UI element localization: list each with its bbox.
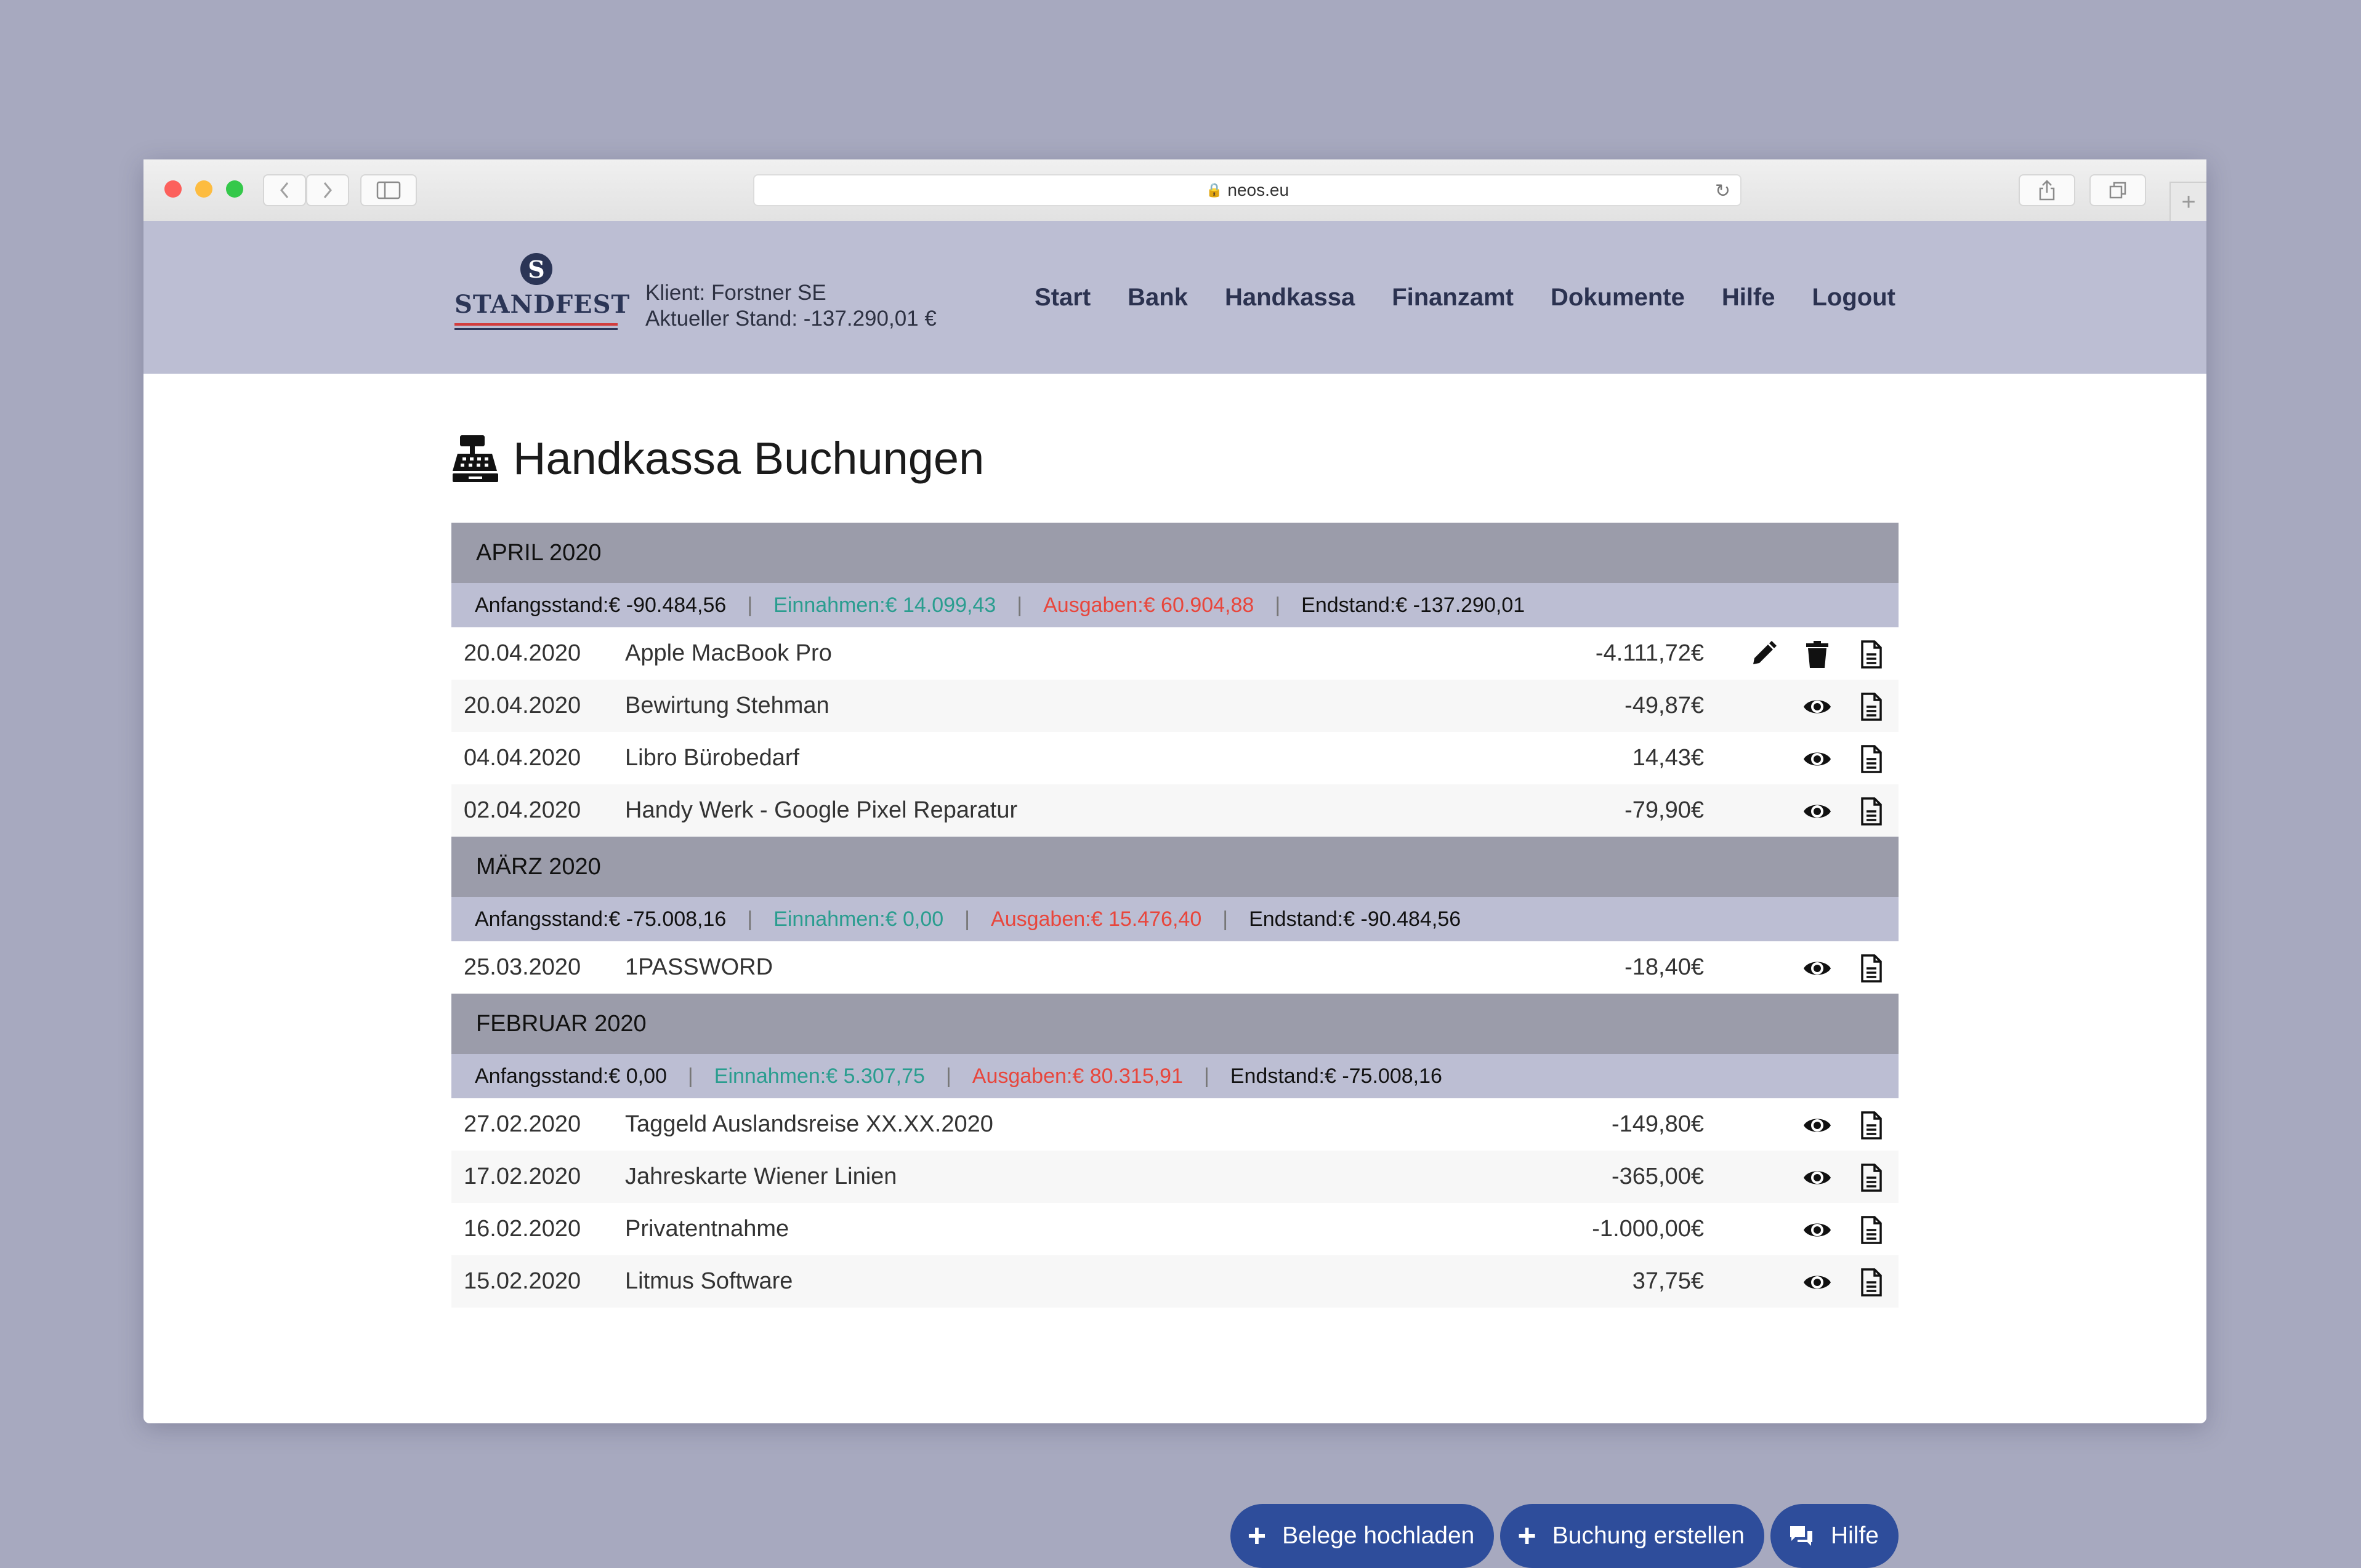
eye-icon[interactable] bbox=[1802, 1111, 1832, 1140]
eye-icon[interactable] bbox=[1802, 797, 1832, 826]
chevron-right-icon bbox=[321, 180, 334, 200]
einnahmen-label: Einnahmen: bbox=[773, 907, 886, 931]
document-icon[interactable] bbox=[1857, 1111, 1886, 1140]
row-date: 20.04.2020 bbox=[464, 640, 581, 666]
trash-icon[interactable] bbox=[1802, 640, 1832, 669]
eye-icon[interactable] bbox=[1802, 1163, 1832, 1192]
month-summary bbox=[451, 897, 1899, 941]
table-row[interactable] bbox=[451, 627, 1899, 680]
row-amount: 37,75€ bbox=[1632, 1268, 1704, 1294]
document-icon[interactable] bbox=[1857, 640, 1886, 669]
endstand-value: € -137.290,01 bbox=[1395, 593, 1525, 617]
reload-icon[interactable]: ↻ bbox=[1714, 181, 1730, 201]
back-button[interactable] bbox=[263, 174, 306, 206]
month-header: MÄRZ 2020 bbox=[451, 837, 1899, 897]
page-heading bbox=[451, 432, 984, 484]
current-balance: Aktueller Stand: -137.290,01 € bbox=[645, 307, 937, 331]
row-amount: -18,40€ bbox=[1624, 954, 1704, 980]
minimize-window-button[interactable] bbox=[195, 180, 212, 198]
row-description: Litmus Software bbox=[625, 1268, 793, 1294]
einnahmen-value: € 14.099,43 bbox=[885, 593, 996, 617]
ausgaben-label: Ausgaben: bbox=[972, 1064, 1073, 1088]
row-description: 1PASSWORD bbox=[625, 954, 773, 980]
document-icon[interactable] bbox=[1857, 1163, 1886, 1192]
row-amount: 14,43€ bbox=[1632, 745, 1704, 771]
row-date: 25.03.2020 bbox=[464, 954, 581, 980]
help-label: Hilfe bbox=[1830, 1522, 1879, 1549]
table-row[interactable] bbox=[451, 1098, 1899, 1151]
row-amount: -1.000,00€ bbox=[1592, 1216, 1704, 1242]
create-booking-button[interactable] bbox=[1500, 1504, 1764, 1568]
document-icon[interactable] bbox=[1857, 1268, 1886, 1297]
forward-button[interactable] bbox=[306, 174, 349, 206]
row-actions bbox=[1745, 1203, 1892, 1255]
row-description: Apple MacBook Pro bbox=[625, 640, 832, 666]
share-button[interactable] bbox=[2019, 174, 2075, 206]
document-icon[interactable] bbox=[1857, 797, 1886, 826]
sidebar-toggle-button[interactable] bbox=[360, 174, 417, 206]
row-amount: -49,87€ bbox=[1624, 693, 1704, 718]
endstand-label: Endstand: bbox=[1249, 907, 1344, 931]
table-row[interactable] bbox=[451, 1203, 1899, 1255]
lock-icon: 🔒 bbox=[1205, 182, 1223, 198]
comments-icon bbox=[1788, 1522, 1815, 1550]
nav-logout[interactable]: Logout bbox=[1812, 284, 1895, 311]
chevron-left-icon bbox=[278, 180, 291, 200]
row-description: Bewirtung Stehman bbox=[625, 693, 829, 718]
month-summary bbox=[451, 1054, 1899, 1098]
row-actions bbox=[1745, 941, 1892, 994]
nav-hilfe[interactable]: Hilfe bbox=[1721, 284, 1775, 311]
summary-separator: | bbox=[945, 1064, 951, 1088]
ausgaben-label: Ausgaben: bbox=[1043, 593, 1144, 617]
summary-separator: | bbox=[687, 1064, 693, 1088]
row-date: 27.02.2020 bbox=[464, 1111, 581, 1137]
row-description: Jahreskarte Wiener Linien bbox=[625, 1164, 897, 1189]
browser-toolbar bbox=[143, 159, 2206, 222]
row-amount: -79,90€ bbox=[1624, 797, 1704, 823]
summary-separator: | bbox=[964, 907, 971, 931]
row-description: Libro Bürobedarf bbox=[625, 745, 800, 771]
ausgaben-value: € 80.315,91 bbox=[1072, 1064, 1183, 1088]
anfang-value: € -90.484,56 bbox=[608, 593, 727, 617]
summary-separator: | bbox=[1204, 1064, 1209, 1088]
anfang-value: € -75.008,16 bbox=[608, 907, 727, 931]
ledger-table bbox=[451, 523, 1899, 1308]
row-date: 17.02.2020 bbox=[464, 1164, 581, 1189]
anfang-label: Anfangsstand: bbox=[475, 907, 609, 931]
row-date: 20.04.2020 bbox=[464, 693, 581, 718]
nav-dokumente[interactable]: Dokumente bbox=[1551, 284, 1685, 311]
month-summary bbox=[451, 583, 1899, 627]
client-info bbox=[645, 280, 937, 332]
url-text: neos.eu bbox=[1227, 180, 1289, 199]
nav-finanzamt[interactable]: Finanzamt bbox=[1392, 284, 1514, 311]
address-bar[interactable] bbox=[753, 174, 1741, 206]
row-actions bbox=[1745, 1255, 1892, 1308]
plus-icon: + bbox=[1247, 1518, 1267, 1554]
document-icon[interactable] bbox=[1857, 1215, 1886, 1245]
ausgaben-value: € 15.476,40 bbox=[1091, 907, 1202, 931]
summary-separator: | bbox=[1275, 593, 1281, 617]
summary-separator: | bbox=[1017, 593, 1023, 617]
share-icon bbox=[2038, 179, 2056, 201]
logo-mark: S bbox=[520, 253, 552, 285]
row-description: Privatentnahme bbox=[625, 1216, 789, 1242]
row-actions bbox=[1745, 1151, 1892, 1203]
einnahmen-value: € 5.307,75 bbox=[826, 1064, 925, 1088]
tabs-icon bbox=[2108, 180, 2128, 200]
row-date: 02.04.2020 bbox=[464, 797, 581, 823]
site-header bbox=[143, 221, 2206, 374]
einnahmen-label: Einnahmen: bbox=[773, 593, 886, 617]
upload-receipts-button[interactable] bbox=[1230, 1504, 1495, 1568]
einnahmen-label: Einnahmen: bbox=[714, 1064, 826, 1088]
row-description: Handy Werk - Google Pixel Reparatur bbox=[625, 797, 1018, 823]
row-actions bbox=[1745, 627, 1892, 680]
create-booking-label: Buchung erstellen bbox=[1552, 1522, 1745, 1549]
pencil-icon[interactable] bbox=[1748, 640, 1778, 669]
nav-bank[interactable]: Bank bbox=[1128, 284, 1188, 311]
document-icon[interactable] bbox=[1857, 744, 1886, 774]
endstand-label: Endstand: bbox=[1301, 593, 1396, 617]
summary-separator: | bbox=[1222, 907, 1229, 931]
row-date: 15.02.2020 bbox=[464, 1268, 581, 1294]
row-date: 04.04.2020 bbox=[464, 745, 581, 771]
main-nav bbox=[1035, 284, 1895, 312]
logo-underline-navy bbox=[454, 328, 618, 330]
row-amount: -4.111,72€ bbox=[1595, 640, 1704, 666]
eye-icon[interactable] bbox=[1802, 954, 1832, 983]
row-actions bbox=[1745, 680, 1892, 732]
row-actions bbox=[1745, 732, 1892, 784]
help-button[interactable] bbox=[1770, 1504, 1899, 1568]
table-row[interactable] bbox=[451, 732, 1899, 784]
summary-separator: | bbox=[747, 593, 753, 617]
page-title: Handkassa Buchungen bbox=[513, 433, 985, 484]
row-date: 16.02.2020 bbox=[464, 1216, 581, 1242]
eye-icon[interactable] bbox=[1802, 692, 1832, 722]
row-amount: -365,00€ bbox=[1611, 1164, 1704, 1189]
endstand-value: € -75.008,16 bbox=[1324, 1064, 1442, 1088]
plus-icon: + bbox=[1517, 1518, 1536, 1554]
browser-window bbox=[143, 159, 2206, 1554]
new-tab-button[interactable]: + bbox=[2169, 182, 2206, 221]
summary-separator: | bbox=[747, 907, 753, 931]
document-icon[interactable] bbox=[1857, 692, 1886, 722]
row-amount: -149,80€ bbox=[1611, 1111, 1704, 1137]
table-row[interactable] bbox=[451, 1255, 1899, 1308]
cash-register-icon bbox=[451, 433, 503, 484]
einnahmen-value: € 0,00 bbox=[885, 907, 944, 931]
month-header: FEBRUAR 2020 bbox=[451, 994, 1899, 1054]
nav-handkassa[interactable]: Handkassa bbox=[1224, 284, 1355, 311]
upload-receipts-label: Belege hochladen bbox=[1282, 1522, 1475, 1549]
anfang-value: € 0,00 bbox=[608, 1064, 667, 1088]
client-name: Klient: Forstner SE bbox=[645, 281, 826, 305]
logo-underline-red bbox=[454, 323, 618, 326]
endstand-value: € -90.484,56 bbox=[1343, 907, 1461, 931]
row-actions bbox=[1745, 784, 1892, 837]
ausgaben-value: € 60.904,88 bbox=[1143, 593, 1254, 617]
close-window-button[interactable] bbox=[164, 180, 182, 198]
month-header: APRIL 2020 bbox=[451, 523, 1899, 583]
anfang-label: Anfangsstand: bbox=[475, 1064, 609, 1088]
row-description: Taggeld Auslandsreise XX.XX.2020 bbox=[625, 1111, 993, 1137]
table-row[interactable] bbox=[451, 784, 1899, 837]
row-actions bbox=[1745, 1098, 1892, 1151]
table-row[interactable] bbox=[451, 941, 1899, 994]
maximize-window-button[interactable] bbox=[226, 180, 243, 198]
nav-start[interactable]: Start bbox=[1035, 284, 1091, 311]
anfang-label: Anfangsstand: bbox=[475, 593, 609, 617]
endstand-label: Endstand: bbox=[1230, 1064, 1325, 1088]
ausgaben-label: Ausgaben: bbox=[991, 907, 1091, 931]
eye-icon[interactable] bbox=[1802, 1268, 1832, 1297]
eye-icon[interactable] bbox=[1802, 1215, 1832, 1245]
sidebar-icon bbox=[376, 181, 401, 199]
table-row[interactable] bbox=[451, 680, 1899, 732]
logo-text: STANDFEST bbox=[454, 290, 631, 319]
tabs-overview-button[interactable] bbox=[2089, 174, 2146, 206]
standfest-logo[interactable] bbox=[454, 253, 631, 339]
action-buttons bbox=[1230, 1504, 1899, 1568]
document-icon[interactable] bbox=[1857, 954, 1886, 983]
eye-icon[interactable] bbox=[1802, 744, 1832, 774]
table-row[interactable] bbox=[451, 1151, 1899, 1203]
